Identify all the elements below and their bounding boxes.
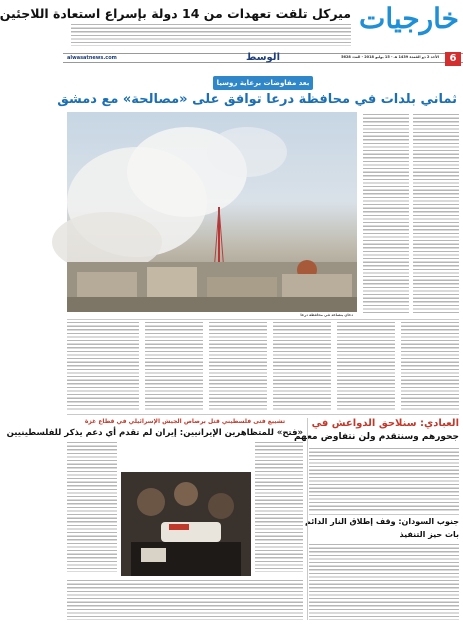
- divider: [67, 319, 459, 320]
- section-title: خارجيات: [358, 2, 459, 35]
- iraq-headline-line1: العبادي: سنلاحق الدواعش في: [311, 418, 459, 429]
- photo-caption: دخان يتصاعد في محافظة درعا: [300, 313, 353, 317]
- palestine-photo: [121, 472, 251, 576]
- iraq-headline-line2: جحورهم وسنتقدم ولن نتفاوض معهم: [293, 432, 459, 442]
- main-story-column-5: [273, 322, 331, 412]
- main-story-column-7: [145, 322, 203, 412]
- main-story-kicker: [63, 76, 463, 90]
- main-story-column-1: [413, 114, 459, 314]
- top-headline: ميركل تلقت تعهدات من 14 دولة بإسراع استعادة اللاجئين: [0, 6, 351, 21]
- page-number: 6: [445, 52, 461, 66]
- sudan-headline-line1: جنوب السودان: وقف إطلاق النار الدائم: [304, 517, 459, 526]
- palestine-story-column-2: [67, 442, 117, 572]
- palestine-kicker: تشييع فتى فلسطيني قتل برصاص الجيش الإسرائيلي في قطاع غزة: [84, 418, 286, 425]
- main-story-column-4: [337, 322, 395, 412]
- iraq-story-text: [309, 448, 459, 512]
- column-divider: [307, 418, 308, 620]
- smoke-scene-icon: [67, 112, 357, 312]
- main-photo: [67, 112, 357, 312]
- divider: [309, 514, 459, 515]
- main-story-column-6: [209, 322, 267, 412]
- masthead: [0, 0, 463, 50]
- date-bar: [63, 53, 463, 63]
- date-line: الأحد 2 ذو القعدة 1439 هـ - 15 يوليو 2018 - العدد 5628: [341, 55, 439, 59]
- main-story-column-3: [401, 322, 459, 412]
- funeral-scene-icon: [121, 472, 251, 576]
- palestine-story-column-3: [67, 580, 303, 620]
- main-story-column-2: [363, 114, 409, 314]
- kicker-text: بعد مفاوضات برعاية روسيا: [213, 76, 313, 90]
- divider: [67, 414, 459, 415]
- palestine-story-column-1: [255, 442, 303, 572]
- top-summary: [71, 24, 351, 46]
- website: alwasatnews.com: [67, 55, 117, 61]
- newspaper-logo: الوسط: [246, 52, 280, 63]
- main-story-column-8: [67, 322, 139, 412]
- sudan-story-text: [309, 544, 459, 620]
- main-headline: ثماني بلدات في محافظة درعا توافق على «مصالحة» مع دمشق: [57, 92, 457, 107]
- sudan-headline-line2: بات حيز التنفيذ: [399, 530, 459, 539]
- palestine-headline: «فتح» للمتظاهرين الإيرانيين: إيران لم تقدم أي دعم يذكر للفلسطينيين: [6, 428, 303, 438]
